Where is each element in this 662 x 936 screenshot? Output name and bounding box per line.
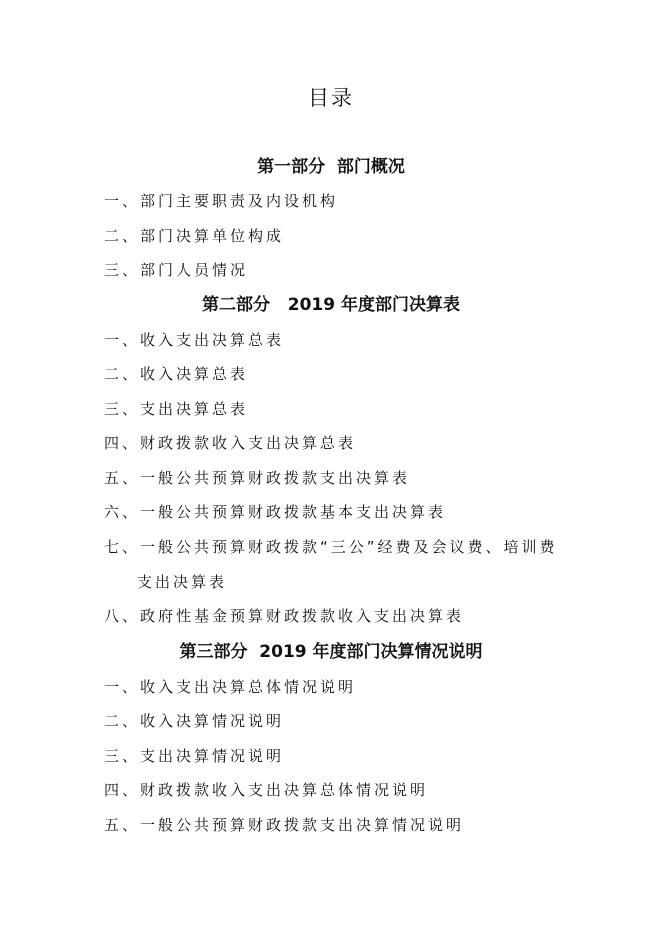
toc-entry: 三、支出决算情况说明 xyxy=(104,747,285,765)
toc-entry: 三、支出决算总表 xyxy=(104,400,249,418)
toc-entry: 八、政府性基金预算财政拨款收入支出决算表 xyxy=(104,607,465,625)
page-title: 目录 xyxy=(308,86,354,110)
toc-entry: 一、部门主要职责及内设机构 xyxy=(104,192,339,210)
toc-entry: 四、财政拨款收入支出决算总体情况说明 xyxy=(104,781,429,799)
section-heading-part-two: 第二部分 2019 年度部门决算表 xyxy=(202,295,460,315)
section-heading-part-one: 第一部分 部门概况 xyxy=(257,157,405,177)
toc-entry: 七、一般公共预算财政拨款“三公”经费及会议费、培训费 xyxy=(104,538,558,556)
toc-entry: 二、收入决算情况说明 xyxy=(104,712,285,730)
toc-entry: 五、一般公共预算财政拨款支出决算表 xyxy=(104,469,411,487)
section-heading-part-three: 第三部分 2019 年度部门决算情况说明 xyxy=(179,642,483,662)
toc-entry: 二、收入决算总表 xyxy=(104,365,249,383)
toc-entry: 五、一般公共预算财政拨款支出决算情况说明 xyxy=(104,816,465,834)
toc-entry: 三、部门人员情况 xyxy=(104,261,249,279)
toc-entry: 四、财政拨款收入支出决算总表 xyxy=(104,434,357,452)
toc-entry-continuation: 支出决算表 xyxy=(137,573,228,591)
toc-entry: 一、收入支出决算总表 xyxy=(104,331,285,349)
toc-entry: 六、一般公共预算财政拨款基本支出决算表 xyxy=(104,503,447,521)
toc-entry: 一、收入支出决算总体情况说明 xyxy=(104,678,357,696)
toc-entry: 二、部门决算单位构成 xyxy=(104,227,285,245)
